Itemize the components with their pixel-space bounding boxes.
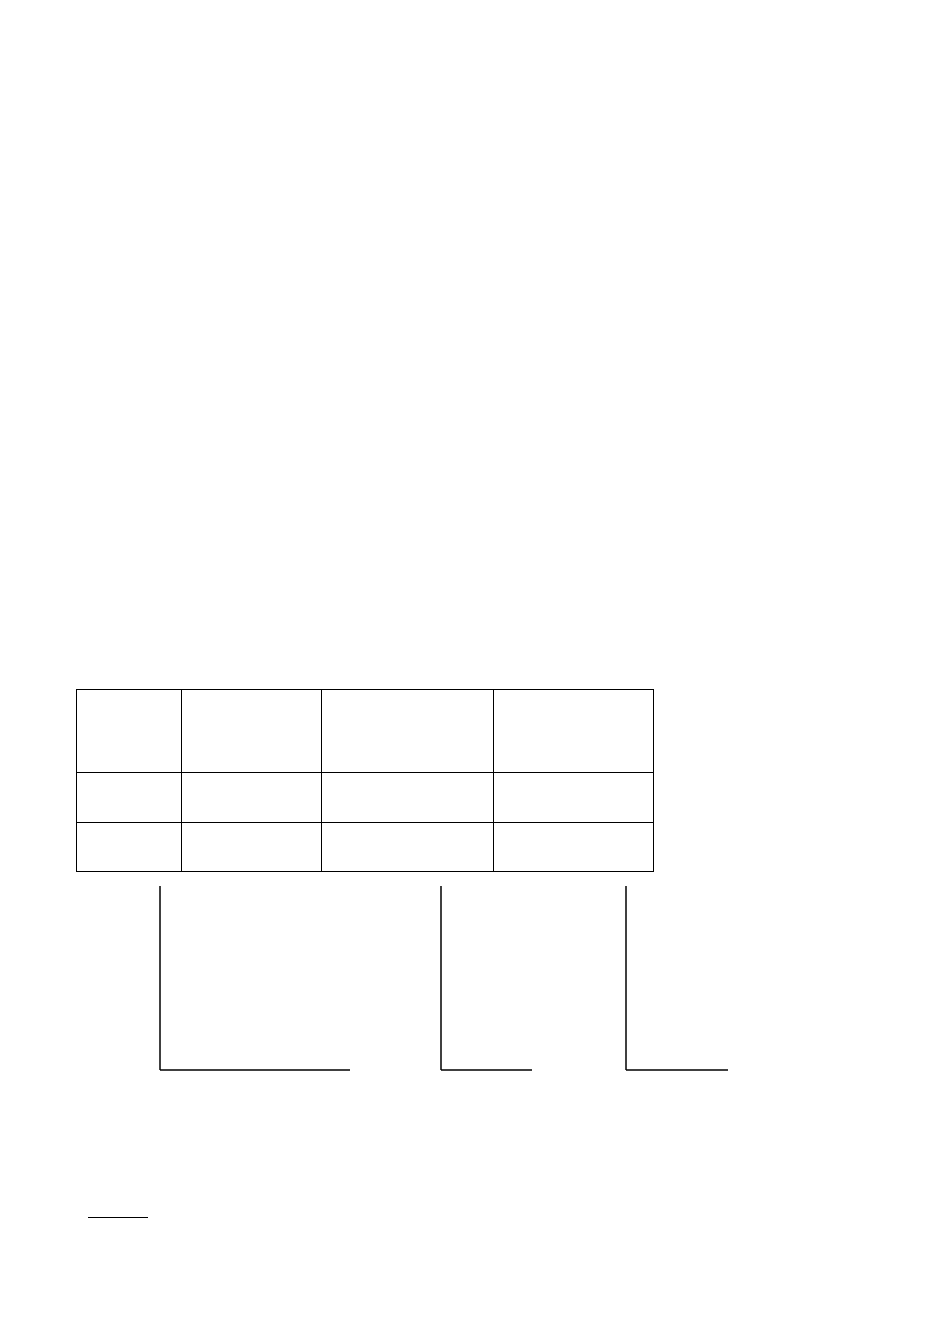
question-1-part-1 xyxy=(88,1203,148,1222)
table-cell xyxy=(77,773,182,823)
table-cell xyxy=(494,773,654,823)
table-row xyxy=(77,773,654,823)
chart-c xyxy=(626,886,728,1070)
answer-blank[interactable] xyxy=(118,1203,148,1218)
chart-a xyxy=(160,886,350,1070)
data-table xyxy=(76,689,654,872)
chart-b xyxy=(441,886,532,1070)
table-cell xyxy=(494,823,654,872)
table-cell xyxy=(322,773,494,823)
table-header-row xyxy=(77,690,654,773)
table-header-cell xyxy=(77,690,182,773)
table-cell xyxy=(182,823,322,872)
table-header-cell xyxy=(322,690,494,773)
table-cell xyxy=(322,823,494,872)
table-header-cell xyxy=(494,690,654,773)
table-cell xyxy=(77,823,182,872)
figure-charts xyxy=(0,868,950,1138)
table-row xyxy=(77,823,654,872)
table-cell xyxy=(182,773,322,823)
answer-blank[interactable] xyxy=(88,1203,118,1218)
table-header-cell xyxy=(182,690,322,773)
